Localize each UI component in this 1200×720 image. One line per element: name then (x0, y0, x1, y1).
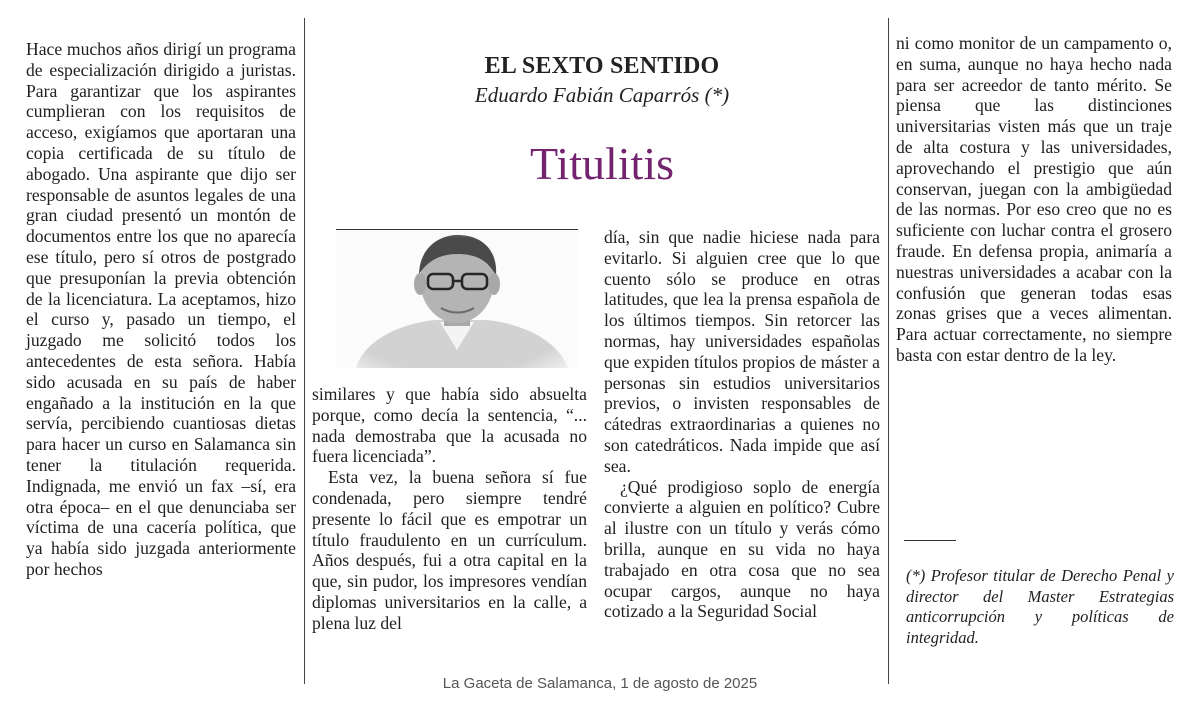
paragraph: ni como monitor de un campamento o, en suma, aunque no haya hecho nada para ser acreedor de tanto mérito. Se piensa que las distinciones universitarias visten más que un traje de alta costura y las universidades, aprovechando el prestigio que aún conservan, juegan con la ambigüedad de las normas. Por eso creo que no es suficiente con luchar contra el grosero fraude. En defensa propia, animaría a nuestras universidades a acabar con la confusión que generan todas esas zonas grises que a veces alimentan. Para actuar correctamente, no siempre basta con estar dentro de la ley. (896, 33, 1172, 365)
paragraph: Hace muchos años dirigí un programa de especialización dirigido a juristas. Para garantizar que los aspirantes cumplieran con los requisitos de acceso, exigíamos que aportaran una copia certificada de su título de abogado. Una aspirante que dijo ser responsable de asuntos legales de una gran ciudad presentó un montón de documentos entre los que no aparecía ese título, pero sí otros de postgrado que presuponían la previa obtención de la licenciatura. La aceptamos, hizo el curso y, pasado un tiempo, el juzgado me solicitó todos los antecedentes de esta señora. Había sido acusada en su país de haber engañado a la institución en la que servía, percibiendo cuantiosas dietas para hacer un curso en Salamanca sin tener la titulación requerida. Indignada, me envió un fax –sí, era otra época– en el que denunciaba ser víctima de una cacería política, que ya había sido juzgada anteriormente por hechos (26, 39, 296, 579)
column-divider-left (304, 18, 305, 684)
paragraph: similares y que había sido absuelta porque, como decía la sentencia, “... nada demostraba que la acusada no fuera licenciada”. (312, 384, 587, 467)
footnote-rule (904, 540, 956, 541)
paragraph: Esta vez, la buena señora sí fue condenada, pero siempre tendré presente lo fácil que es empotrar un título fraudulento en un currículum. Años después, fui a otra capital en la que, sin pudor, los impresores vendían diplomas universitarios en la calle, a plena luz del (312, 467, 587, 633)
article-column-1 (26, 39, 296, 580)
article-headline: Titulitis (529, 138, 675, 189)
publication-source: La Gaceta de Salamanca, 1 de agosto de 2025 (442, 675, 758, 692)
author-footnote: (*) Profesor titular de Derecho Penal y director del Master Estrategias anticorrupción y políticas de integridad. (906, 566, 1174, 647)
author-photo (336, 230, 578, 368)
article-column-4 (896, 33, 1172, 366)
article-column-3 (604, 227, 880, 622)
masthead (420, 52, 784, 108)
paragraph: día, sin que nadie hiciese nada para evitarlo. Si alguien cree que lo que cuento sólo se produce en otras latitudes, que lea la prensa española de los últimos tiempos. Sin retorcer las normas, hay universidades españolas que expiden títulos propios de máster a personas sin estudios universitarios previos, o invisten responsables de cátedras extraordinarias a quienes no son catedráticos. Nada impide que así sea. (604, 227, 880, 476)
author-byline: Eduardo Fabián Caparrós (*) (474, 83, 730, 107)
paragraph: ¿Qué prodigioso soplo de energía convierte a alguien en político? Cubre al ilustre con un título y verás cómo brilla, aunque en su vida no haya trabajado en otra cosa que no sea ocupar cargos, aunque no haya cotizado a la Seguridad Social (604, 476, 880, 622)
column-divider-right (888, 18, 889, 684)
section-title: EL SEXTO SENTIDO (484, 53, 720, 79)
article-column-2 (312, 384, 587, 634)
